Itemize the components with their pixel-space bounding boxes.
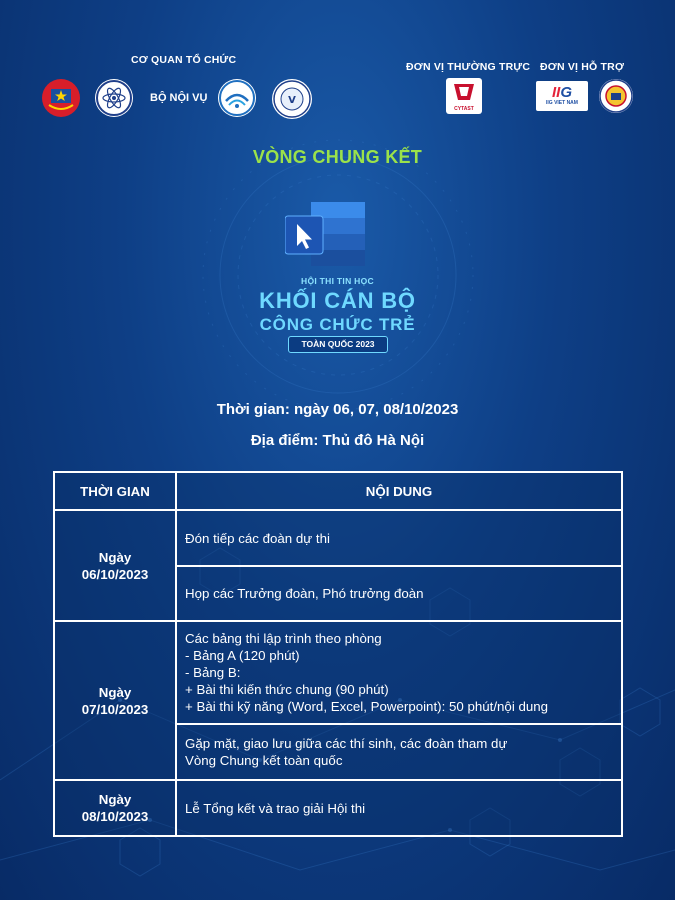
final-round-title: VÒNG CHUNG KẾT	[252, 147, 423, 167]
ministry-of-home-affairs-text: BỘ NỘI VỤ	[150, 92, 208, 104]
date-cell-day1: Ngày 06/10/2023	[54, 510, 176, 621]
header	[0, 0, 675, 130]
content-cell: Họp các Trưởng đoàn, Phó trưởng đoàn	[176, 566, 622, 621]
content-cell: Các bảng thi lập trình theo phòng - Bảng A (120 phút) - Bảng B: + Bài thi kiến thức chung (90 phút) + Bài thi kỹ năng (Word, Excel, Powerpoint): 50 phút/nội dung	[176, 621, 622, 724]
ministry-science-logo	[95, 79, 133, 117]
iig-logo: IIG IIG VIET NAM	[536, 81, 588, 111]
header-time: THỜI GIAN	[54, 472, 176, 510]
emblem-year: TOÀN QUỐC 2023	[288, 336, 388, 353]
date-cell-day2: Ngày 07/10/2023	[54, 621, 176, 780]
svg-text:V: V	[288, 95, 296, 106]
informatics-association-logo	[272, 79, 312, 119]
organizers-label: CƠ QUAN TỔ CHỨC	[131, 54, 237, 66]
support-unit-label: ĐƠN VỊ HỖ TRỢ	[540, 61, 625, 73]
cytast-caption: CYTAST	[454, 106, 474, 112]
youth-union-logo	[42, 79, 80, 117]
table-row	[54, 510, 622, 566]
standing-unit-label: ĐƠN VỊ THƯỜNG TRỰC	[406, 61, 531, 73]
word-cursor-icon	[285, 202, 369, 272]
university-logo	[599, 79, 633, 113]
content-cell: Đón tiếp các đoàn dự thi	[176, 510, 622, 566]
table-header-row	[54, 472, 622, 510]
ministry-info-logo	[218, 79, 256, 117]
date-cell-day3: Ngày 08/10/2023	[54, 780, 176, 836]
table-row	[54, 621, 622, 724]
emblem-line2: KHỐI CÁN BỘ	[259, 288, 416, 313]
cytast-logo	[446, 78, 482, 114]
event-time: Thời gian: ngày 06, 07, 08/10/2023	[216, 401, 459, 418]
content-cell: Gặp mặt, giao lưu giữa các thí sinh, các đoàn tham dự Vòng Chung kết toàn quốc	[176, 724, 622, 780]
header-content: NỘI DUNG	[176, 472, 622, 510]
emblem-line3: CÔNG CHỨC TRẺ	[259, 315, 416, 334]
emblem-line1: HỘI THI TIN HỌC	[301, 276, 374, 286]
iig-caption: IIG VIET NAM	[546, 100, 578, 106]
table-row	[54, 780, 622, 836]
content-cell: Lễ Tổng kết và trao giải Hội thi	[176, 780, 622, 836]
event-place: Địa điểm: Thủ đô Hà Nội	[250, 432, 425, 449]
schedule-table	[53, 471, 623, 837]
contest-emblem	[215, 172, 460, 382]
